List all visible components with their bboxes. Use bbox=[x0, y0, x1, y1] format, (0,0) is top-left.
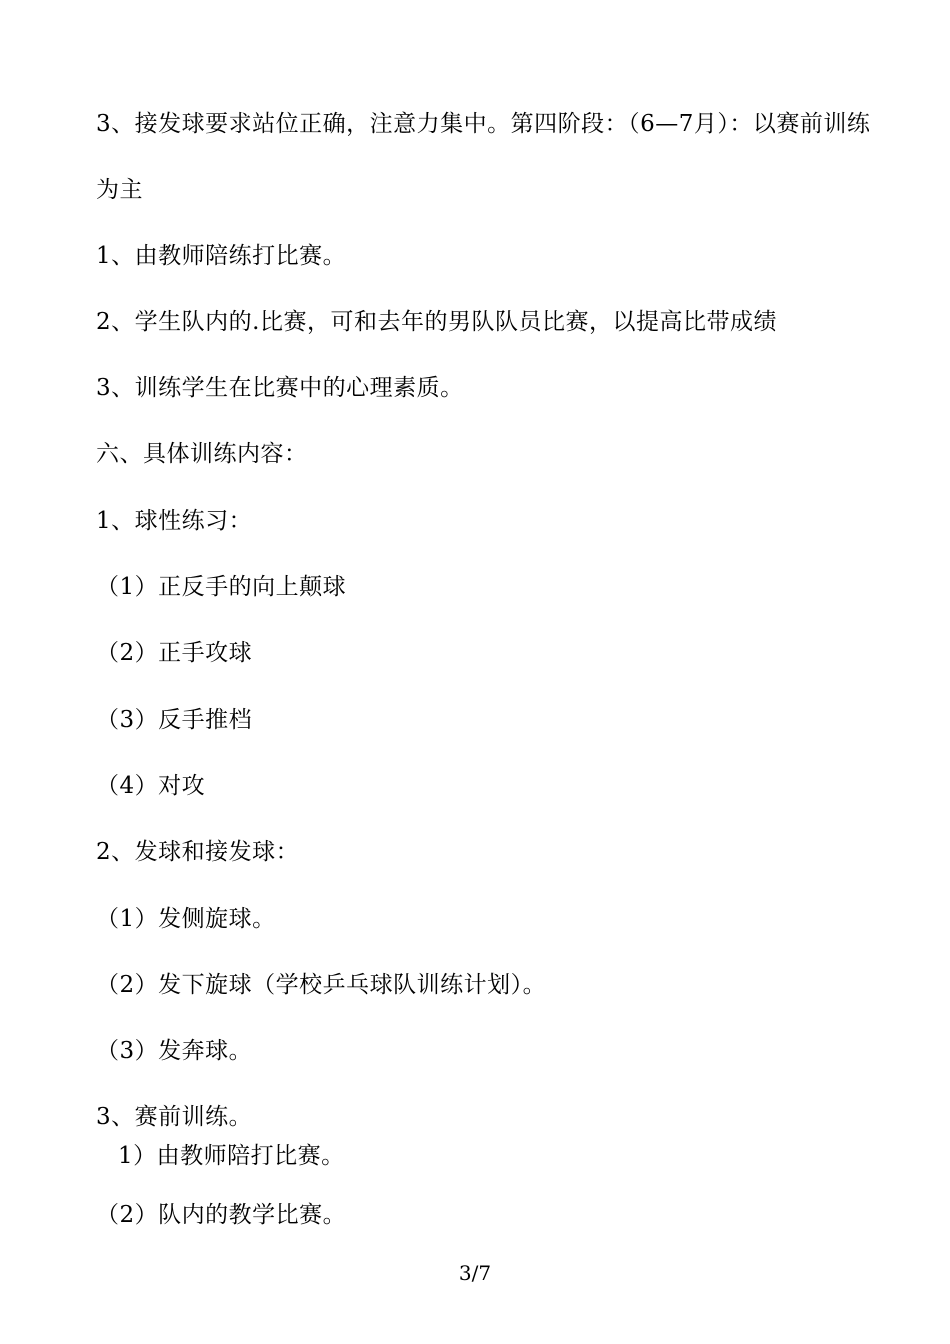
list-item: 2、发球和接发球： bbox=[96, 839, 300, 865]
sub-list-item: 1）由教师陪打比赛。 bbox=[118, 1143, 345, 1169]
sub-list-item: （1）发侧旋球。 bbox=[96, 906, 276, 932]
sub-list-item: （2）正手攻球 bbox=[96, 640, 253, 666]
sub-list-item: （3）反手推档 bbox=[96, 707, 253, 733]
list-item: 2、学生队内的.比赛，可和去年的男队队员比赛，以提高比带成绩 bbox=[96, 309, 777, 335]
sub-list-item: （1）正反手的向上颠球 bbox=[96, 574, 347, 600]
list-item: 3、训练学生在比赛中的心理素质。 bbox=[96, 375, 464, 401]
paragraph-line: 3、接发球要求站位正确，注意力集中。第四阶段：（6—7月）：以赛前训练 bbox=[96, 111, 871, 137]
sub-list-item: （2）队内的教学比赛。 bbox=[96, 1202, 347, 1228]
sub-list-item: （3）发奔球。 bbox=[96, 1038, 253, 1064]
page-number: 3/7 bbox=[458, 1261, 492, 1285]
list-item: 3、赛前训练。 bbox=[96, 1104, 253, 1130]
paragraph-line: 为主 bbox=[96, 177, 143, 203]
sub-list-item: （4）对攻 bbox=[96, 773, 206, 799]
list-item: 1、由教师陪练打比赛。 bbox=[96, 243, 347, 269]
sub-list-item: （2）发下旋球（学校乒乓球队训练计划）。 bbox=[96, 972, 547, 998]
section-heading: 六、具体训练内容： bbox=[96, 441, 308, 467]
list-item: 1、球性练习： bbox=[96, 508, 253, 534]
